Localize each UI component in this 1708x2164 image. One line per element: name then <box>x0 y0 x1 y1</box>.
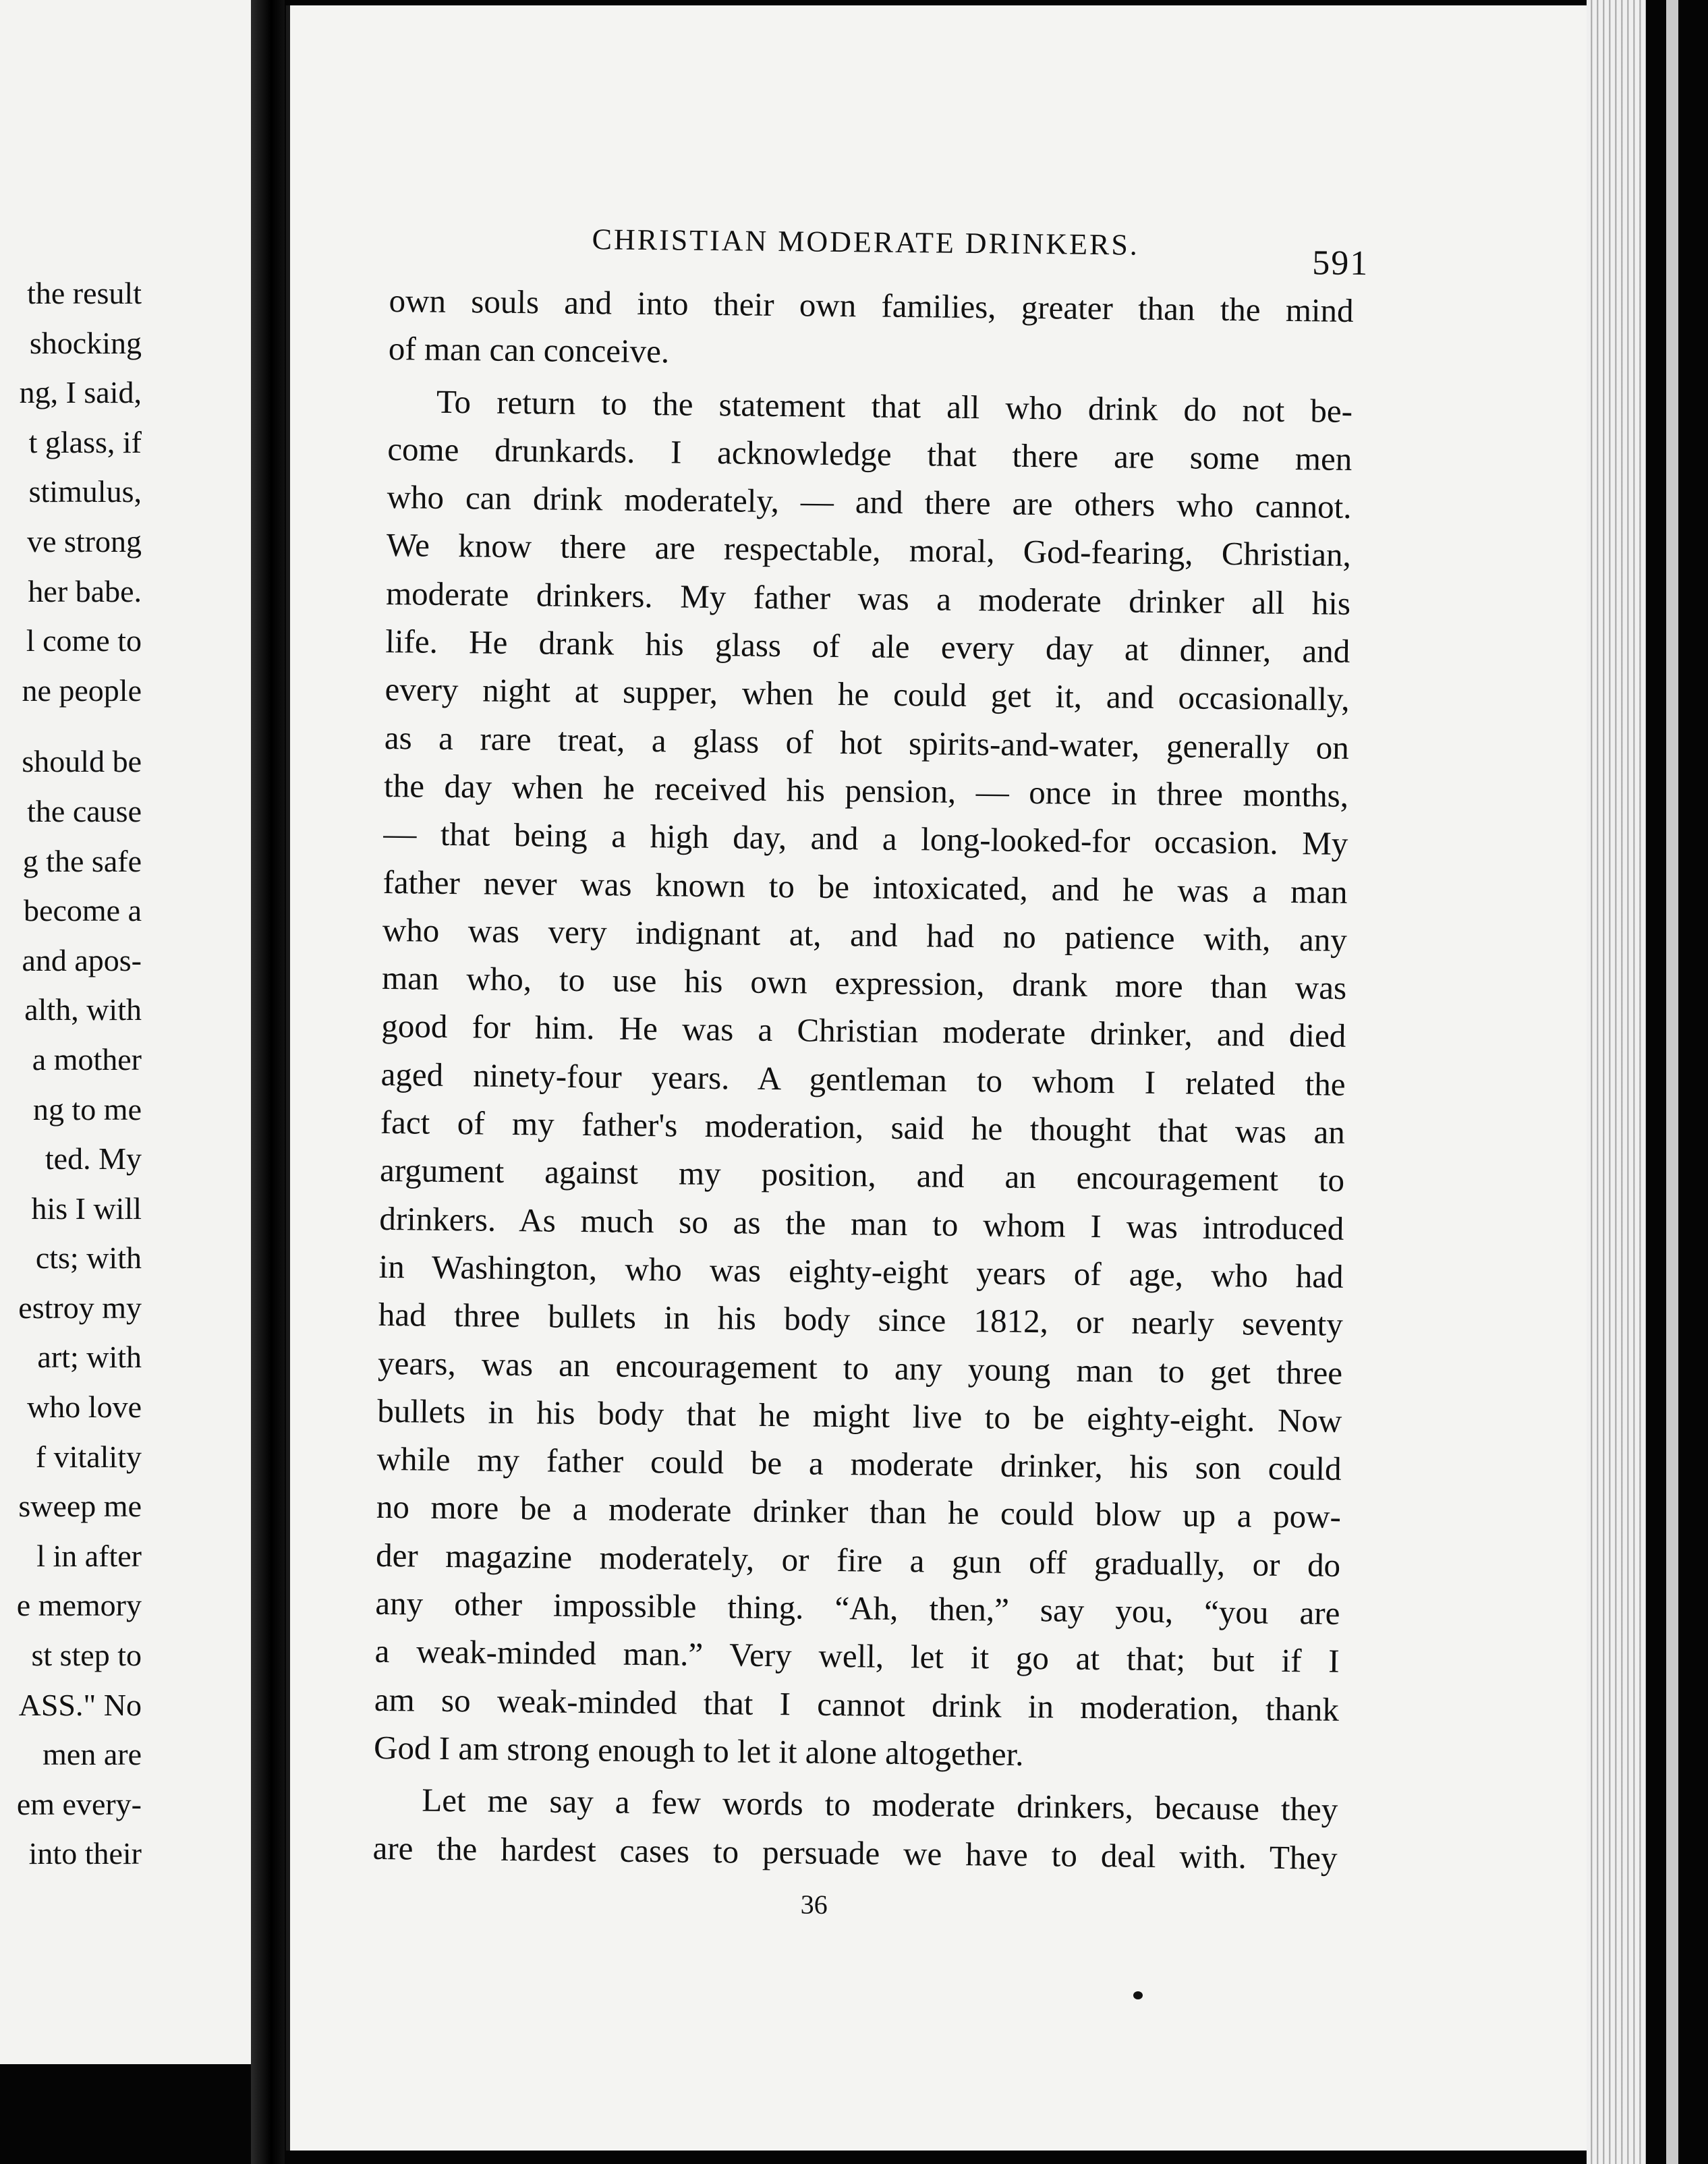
page-number: 591 <box>1312 244 1369 283</box>
text-line: fact of my father's moderation, said he thought that was an <box>380 1103 1346 1151</box>
left-line: his I will <box>31 1191 142 1226</box>
text-line: are the hardest cases to persuade we have to deal with. They <box>372 1829 1338 1877</box>
left-paragraph-gap <box>17 715 142 737</box>
left-line: a mother <box>32 1042 142 1077</box>
text-line: We know there are respectable, moral, God-fearing, Christian, <box>386 526 1352 574</box>
text-line: Let me say a few words to moderate drinkers, because they <box>422 1781 1338 1829</box>
left-line: men are <box>42 1737 142 1772</box>
text-line: a weak-minded man.” Very well, let it go at that; but if I <box>374 1632 1340 1680</box>
text-line: aged ninety-four years. A gentleman to whom I related the <box>380 1055 1346 1103</box>
text-line: man who, to use his own expression, drank more than was <box>381 959 1347 1007</box>
text-line: any other impossible thing. “Ah, then,” say you, “you are <box>375 1584 1340 1632</box>
left-line: st step to <box>31 1638 142 1673</box>
text-line: no more be a moderate drinker than he could blow up a pow- <box>376 1488 1342 1536</box>
signature-mark: 36 <box>800 1889 828 1920</box>
text-line: in Washington, who was eighty-eight years of age, who had <box>378 1247 1344 1295</box>
text-line: bullets in his body that he might live to be eighty-eight. Now <box>377 1392 1342 1440</box>
left-line: her babe. <box>28 573 142 608</box>
text-line: own souls and into their own families, greater than the mind <box>389 281 1354 329</box>
text-line: am so weak-minded that I cannot drink in moderation, thank <box>374 1680 1340 1728</box>
text-line: argument against my position, and an encouragement to <box>379 1151 1345 1199</box>
text-line: as a rare treat, a glass of hot spirits-and-water, generally on <box>384 718 1350 766</box>
text-line: To return to the statement that all who drink do not be- <box>436 382 1353 430</box>
left-line: become a <box>24 893 142 928</box>
left-line: should be <box>22 744 142 779</box>
text-line: had three bullets in his body since 1812, or nearly seventy <box>378 1296 1344 1344</box>
left-line: ng to me <box>33 1091 142 1127</box>
text-line: God I am strong enough to let it alone altogether. <box>373 1728 1024 1773</box>
text-line: the day when he received his pension, — once in three months, <box>383 766 1349 814</box>
left-line: the result <box>27 276 142 310</box>
body-text <box>372 277 1354 1882</box>
text-line: of man can conceive. <box>388 330 670 370</box>
running-title: CHRISTIAN MODERATE DRINKERS. <box>592 223 1140 262</box>
text-line: years, was an encouragement to any young man to get three <box>377 1344 1343 1392</box>
text-line: life. He drank his glass of ale every day at dinner, and <box>385 623 1350 671</box>
left-line: who love <box>27 1390 142 1425</box>
left-line: alth, with <box>24 992 142 1027</box>
left-line: ted. My <box>45 1141 142 1176</box>
left-line: ASS." No <box>18 1687 142 1722</box>
left-line: t glass, if <box>28 424 142 459</box>
left-line: the cause <box>27 793 142 828</box>
left-line: f vitality <box>35 1439 142 1474</box>
left-line: sweep me <box>18 1489 142 1524</box>
book-gutter <box>251 0 285 2164</box>
text-line: who can drink moderately, — and there are others who cannot. <box>387 478 1352 526</box>
left-page-text <box>17 268 142 1879</box>
left-line: e memory <box>16 1588 142 1623</box>
text-line: — that being a high day, and a long-looked-for occasion. My <box>383 815 1348 863</box>
text-line: every night at supper, when he could get it, and occasionally, <box>385 671 1350 718</box>
left-facing-page <box>0 0 251 2064</box>
text-line: while my father could be a moderate drinker, his son could <box>376 1440 1342 1487</box>
left-line: ng, I said, <box>19 375 142 410</box>
left-line: into their <box>28 1836 142 1871</box>
left-line: shocking <box>29 325 142 360</box>
left-line: art; with <box>37 1340 142 1375</box>
left-line: ve strong <box>27 523 142 559</box>
text-line: come drunkards. I acknowledge that there are some men <box>387 430 1353 478</box>
text-line: der magazine moderately, or fire a gun off gradually, or do <box>375 1536 1341 1584</box>
text-line: father never was known to be intoxicated, and he was a man <box>382 863 1348 911</box>
left-line: and apos- <box>22 942 142 977</box>
left-line: cts; with <box>35 1241 142 1276</box>
text-line: drinkers. As much so as the man to whom I was introduced <box>379 1199 1344 1247</box>
left-line: stimulus, <box>28 474 142 509</box>
text-line: who was very indignant at, and had no patience with, any <box>382 911 1348 959</box>
left-line: g the safe <box>22 843 142 878</box>
text-line: good for him. He was a Christian moderate drinker, and died <box>381 1007 1346 1055</box>
book-cover-edge <box>1666 0 1678 2164</box>
left-line: l in after <box>36 1538 142 1573</box>
page-text-block <box>372 215 1369 1926</box>
ink-speck <box>1133 1991 1143 1999</box>
left-line: estroy my <box>18 1290 142 1325</box>
running-header <box>389 215 1369 285</box>
text-line: moderate drinkers. My father was a moderate drinker all his <box>385 574 1351 622</box>
left-line: em every- <box>16 1786 142 1821</box>
left-line: l come to <box>26 623 142 658</box>
left-line: ne people <box>22 673 142 708</box>
